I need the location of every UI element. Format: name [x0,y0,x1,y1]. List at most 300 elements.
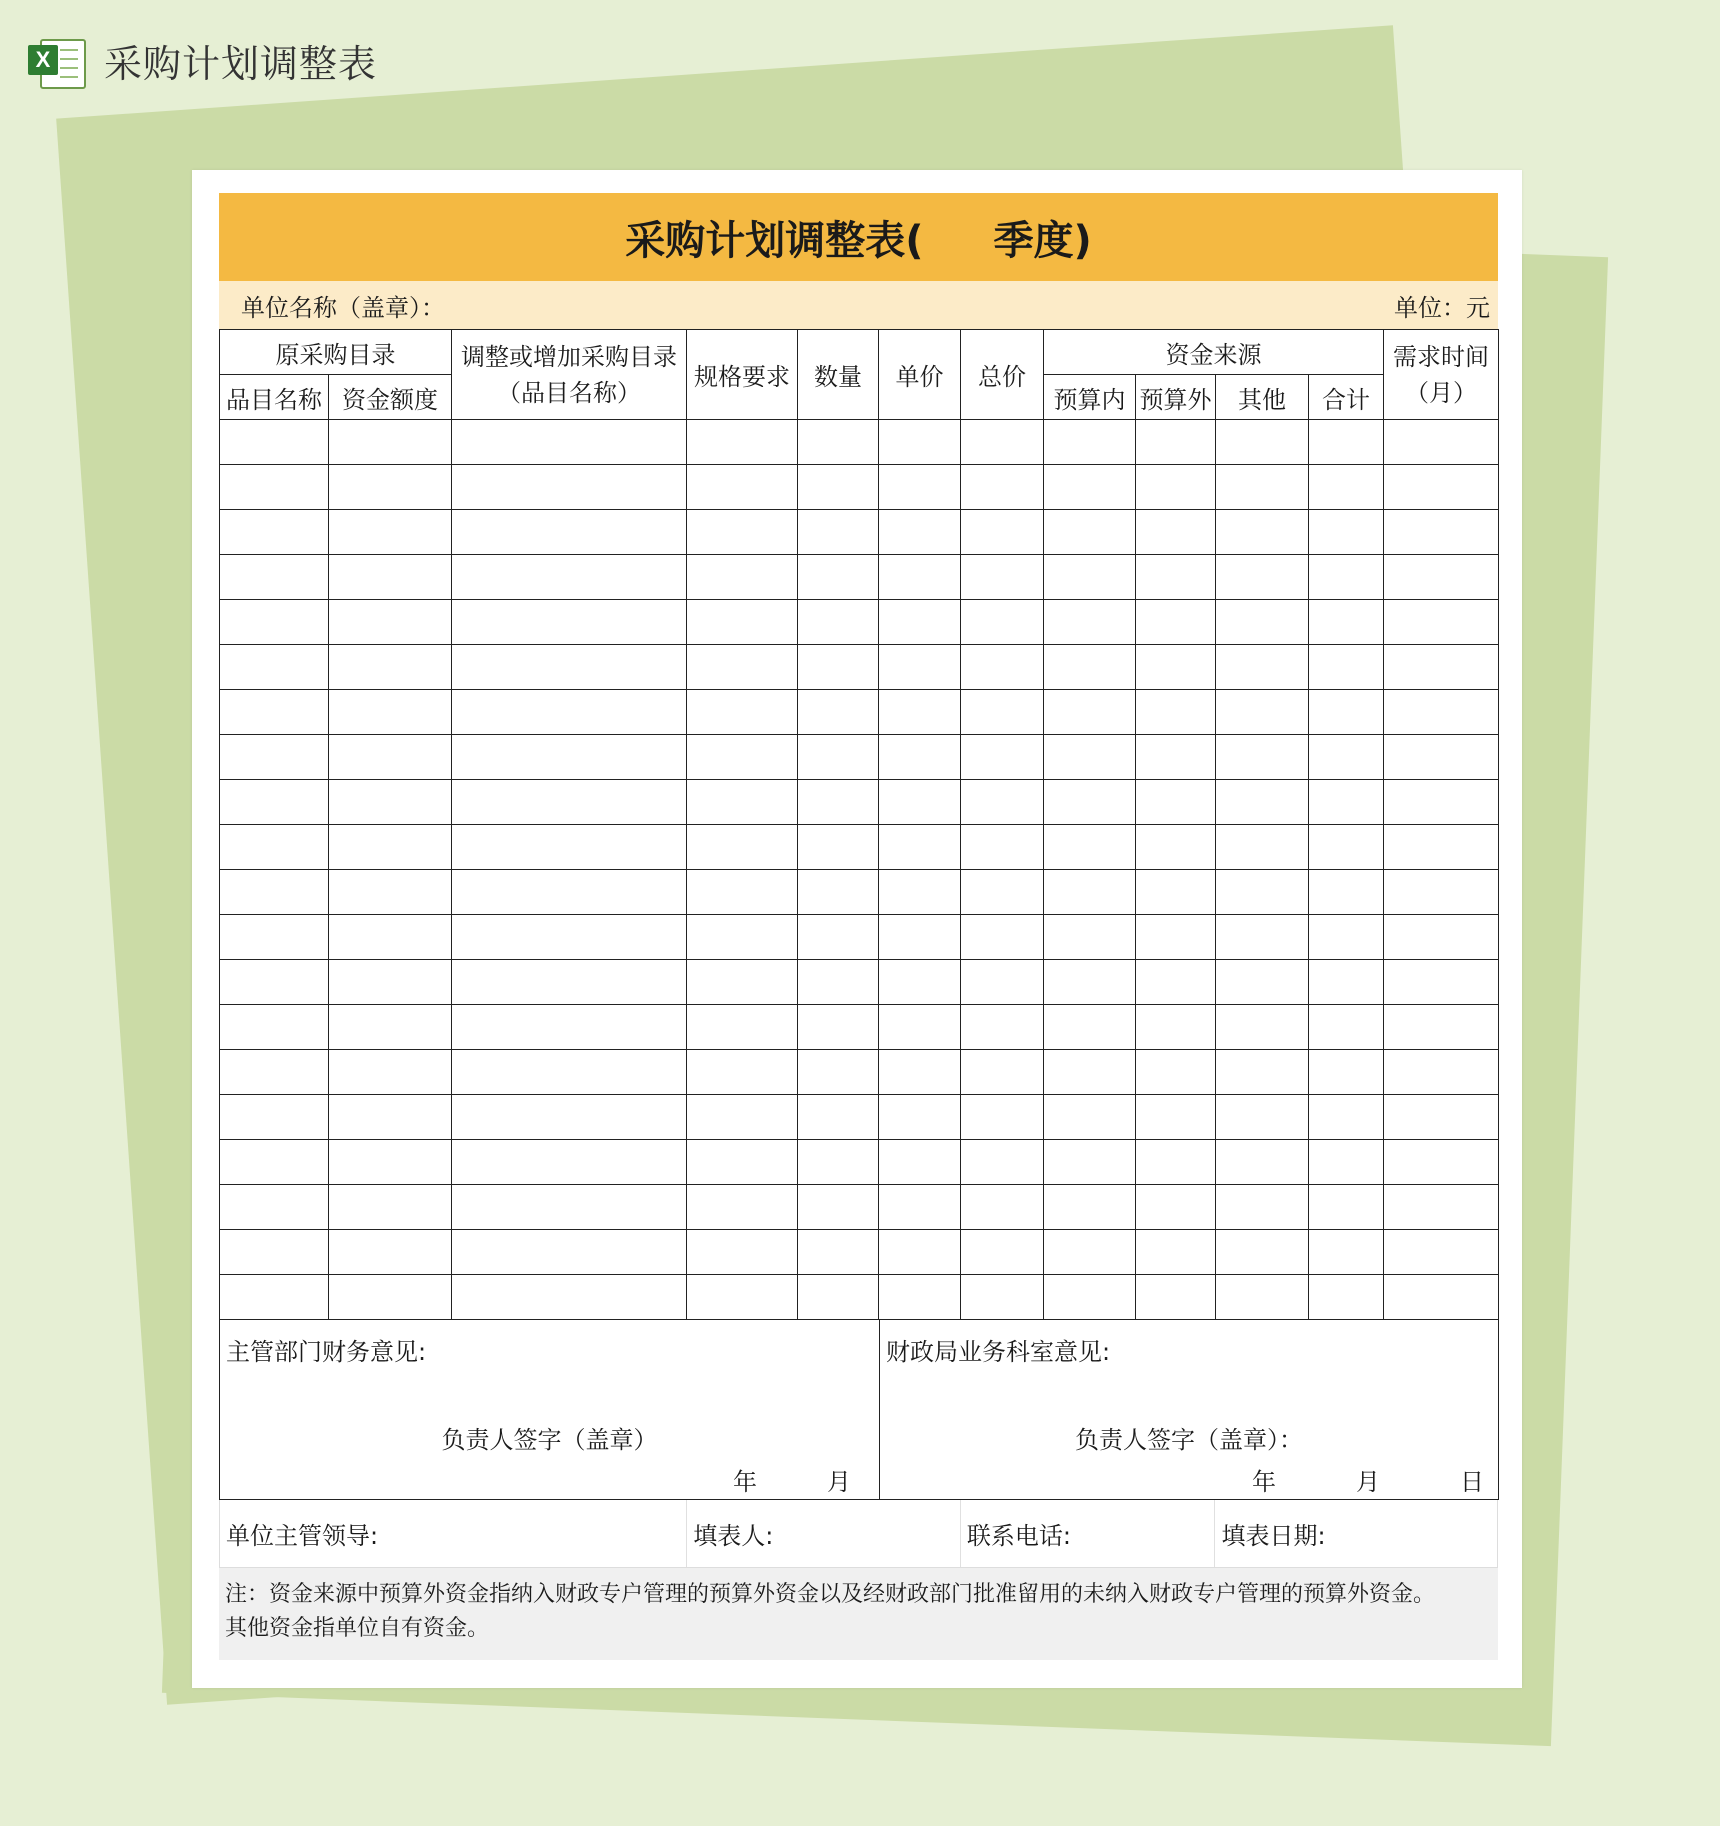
table-cell[interactable] [961,600,1044,645]
table-cell[interactable] [1136,1185,1216,1230]
table-cell[interactable] [687,1275,798,1320]
table-cell[interactable] [220,1005,329,1050]
table-cell[interactable] [1136,870,1216,915]
table-cell[interactable] [220,1095,329,1140]
table-cell[interactable] [1309,510,1384,555]
table-cell[interactable] [1136,465,1216,510]
table-row [220,645,1499,690]
table-cell[interactable] [879,870,961,915]
table-cell[interactable] [798,1095,879,1140]
table-cell[interactable] [1136,420,1216,465]
table-cell[interactable] [961,870,1044,915]
table-cell[interactable] [798,600,879,645]
table-cell[interactable] [961,1275,1044,1320]
footnote-line-2: 其他资金指单位自有资金。 [225,1616,490,1641]
header-unit-price: 单价 [879,330,961,420]
table-cell[interactable] [687,465,798,510]
table-cell[interactable] [220,645,329,690]
finance-year-label: 年 [1252,1468,1276,1496]
table-cell[interactable] [879,465,961,510]
table-row [220,555,1499,600]
table-cell[interactable] [1136,1275,1216,1320]
table-cell[interactable] [329,915,452,960]
table-cell[interactable] [1216,420,1309,465]
table-cell[interactable] [879,780,961,825]
table-cell[interactable] [1216,510,1309,555]
header-fund-source: 资金来源 [1044,330,1384,375]
table-cell[interactable] [798,1050,879,1095]
table-cell[interactable] [220,1140,329,1185]
table-cell[interactable] [687,915,798,960]
table-cell[interactable] [452,1230,687,1275]
table-cell[interactable] [1136,1050,1216,1095]
table-cell[interactable] [220,1185,329,1230]
app-title: 采购计划调整表 [104,41,378,86]
form-title [219,193,1498,281]
table-cell[interactable] [220,780,329,825]
table-cell[interactable] [1309,1230,1384,1275]
table-cell[interactable] [1044,870,1136,915]
table-cell[interactable] [1216,465,1309,510]
table-cell[interactable] [329,780,452,825]
table-cell[interactable] [879,1140,961,1185]
table-cell[interactable] [961,825,1044,870]
finance-sign-label: 负责人签字（盖章）： [1075,1426,1303,1454]
table-cell[interactable] [329,1095,452,1140]
table-cell[interactable] [1309,1140,1384,1185]
table-row [220,690,1499,735]
table-cell[interactable] [220,960,329,1005]
table-cell[interactable] [687,780,798,825]
table-cell[interactable] [220,735,329,780]
header-adjust-catalog: 调整或增加采购目录 （品目名称） [452,330,687,420]
table-cell[interactable] [329,510,452,555]
table-cell[interactable] [879,645,961,690]
table-cell[interactable] [879,1005,961,1050]
table-cell[interactable] [1044,645,1136,690]
phone-field[interactable]: 联系电话: [961,1500,1216,1567]
table-cell[interactable] [1216,870,1309,915]
table-cell[interactable] [1136,555,1216,600]
table-cell[interactable] [798,690,879,735]
table-cell[interactable] [879,420,961,465]
table-cell[interactable] [879,1050,961,1095]
table-cell[interactable] [1216,600,1309,645]
table-cell[interactable] [961,465,1044,510]
table-cell[interactable] [1309,690,1384,735]
table-cell[interactable] [329,1230,452,1275]
table-cell[interactable] [1309,555,1384,600]
header-other: 其他 [1216,375,1309,420]
table-cell[interactable] [452,735,687,780]
table-cell[interactable] [1136,1140,1216,1185]
table-cell[interactable] [1044,600,1136,645]
table-cell[interactable] [1384,1140,1499,1185]
table-cell[interactable] [1044,1095,1136,1140]
table-cell[interactable] [452,1140,687,1185]
table-cell[interactable] [1384,915,1499,960]
table-cell[interactable] [329,555,452,600]
table-cell[interactable] [879,1275,961,1320]
table-cell[interactable] [329,1185,452,1230]
table-cell[interactable] [329,645,452,690]
table-cell[interactable] [220,825,329,870]
table-cell[interactable] [1216,1140,1309,1185]
table-cell[interactable] [798,735,879,780]
table-cell[interactable] [329,465,452,510]
table-cell[interactable] [329,600,452,645]
table-cell[interactable] [1309,1185,1384,1230]
table-cell[interactable] [1309,420,1384,465]
table-cell[interactable] [687,690,798,735]
table-cell[interactable] [452,645,687,690]
table-cell[interactable] [1044,420,1136,465]
table-cell[interactable] [879,825,961,870]
table-cell[interactable] [1216,960,1309,1005]
table-cell[interactable] [220,600,329,645]
finance-opinion-cell[interactable] [880,1320,1499,1500]
footnote [219,1568,1498,1660]
table-cell[interactable] [1309,645,1384,690]
table-cell[interactable] [798,645,879,690]
table-cell[interactable] [220,1230,329,1275]
table-cell[interactable] [798,780,879,825]
table-cell[interactable] [879,1230,961,1275]
plan-table [219,329,1499,1320]
table-cell[interactable] [1044,1005,1136,1050]
table-cell[interactable] [879,1095,961,1140]
table-cell[interactable] [1136,600,1216,645]
finance-month-label: 月 [1356,1468,1380,1496]
table-cell[interactable] [1384,690,1499,735]
table-cell[interactable] [452,1185,687,1230]
table-cell[interactable] [1309,1095,1384,1140]
table-row [220,735,1499,780]
table-cell[interactable] [687,870,798,915]
table-cell[interactable] [1216,645,1309,690]
table-cell[interactable] [687,735,798,780]
table-cell[interactable] [1136,690,1216,735]
table-row [220,870,1499,915]
table-cell[interactable] [1044,510,1136,555]
table-cell[interactable] [1136,510,1216,555]
dept-sign-label: 负责人签字（盖章） [441,1426,658,1454]
table-cell[interactable] [687,600,798,645]
table-cell[interactable] [1384,960,1499,1005]
table-cell[interactable] [452,825,687,870]
table-cell[interactable] [961,420,1044,465]
table-cell[interactable] [452,870,687,915]
table-cell[interactable] [961,1005,1044,1050]
table-cell[interactable] [1216,735,1309,780]
table-cell[interactable] [329,1275,452,1320]
table-cell[interactable] [1384,1095,1499,1140]
table-cell[interactable] [329,1050,452,1095]
table-cell[interactable] [798,960,879,1005]
table-cell[interactable] [1384,735,1499,780]
table-cell[interactable] [452,1005,687,1050]
table-cell[interactable] [1309,960,1384,1005]
table-cell[interactable] [1044,465,1136,510]
table-cell[interactable] [798,870,879,915]
table-cell[interactable] [798,555,879,600]
table-cell[interactable] [1384,1230,1499,1275]
table-row [220,465,1499,510]
header-spec: 规格要求 [687,330,798,420]
table-cell[interactable] [1216,780,1309,825]
table-cell[interactable] [220,690,329,735]
table-cell[interactable] [1309,1050,1384,1095]
table-cell[interactable] [961,645,1044,690]
table-cell[interactable] [329,1140,452,1185]
table-cell[interactable] [879,1185,961,1230]
table-cell[interactable] [1384,870,1499,915]
header-subtotal: 合计 [1309,375,1384,420]
table-cell[interactable] [1309,1005,1384,1050]
table-cell[interactable] [961,735,1044,780]
table-row [220,1230,1499,1275]
table-cell[interactable] [1044,555,1136,600]
fill-date-field[interactable]: 填表日期: [1221,1522,1326,1550]
table-row [220,825,1499,870]
table-row [220,960,1499,1005]
table-cell[interactable] [798,420,879,465]
dept-month-label: 月 [827,1468,851,1496]
table-cell[interactable] [1136,1095,1216,1140]
table-cell[interactable] [798,1230,879,1275]
table-cell[interactable] [1044,1050,1136,1095]
table-cell[interactable] [961,1230,1044,1275]
table-cell[interactable] [1384,555,1499,600]
table-cell[interactable] [220,1275,329,1320]
table-cell[interactable] [329,420,452,465]
table-cell[interactable] [961,1140,1044,1185]
table-cell[interactable] [687,1095,798,1140]
table-cell[interactable] [798,1140,879,1185]
table-cell[interactable] [452,600,687,645]
header-in-budget: 预算内 [1044,375,1136,420]
table-cell[interactable] [687,645,798,690]
table-cell[interactable] [798,465,879,510]
table-cell[interactable] [687,825,798,870]
table-cell[interactable] [1384,465,1499,510]
table-cell[interactable] [1136,825,1216,870]
table-cell[interactable] [1136,960,1216,1005]
table-cell[interactable] [1136,735,1216,780]
filler-field[interactable]: 填表人: [687,1500,961,1567]
table-row [220,780,1499,825]
table-cell[interactable] [452,690,687,735]
table-cell[interactable] [452,420,687,465]
app-header [28,28,377,92]
table-cell[interactable] [879,690,961,735]
table-row [220,1185,1499,1230]
dept-opinion-cell[interactable] [220,1320,880,1500]
header-original-catalog: 原采购目录 [220,330,452,375]
table-cell[interactable] [329,690,452,735]
table-cell[interactable] [1044,960,1136,1005]
table-cell[interactable] [1044,1275,1136,1320]
table-cell[interactable] [1384,645,1499,690]
table-cell[interactable] [961,1050,1044,1095]
table-cell[interactable] [1309,915,1384,960]
table-cell[interactable] [452,1050,687,1095]
table-cell[interactable] [220,465,329,510]
table-cell[interactable] [687,510,798,555]
table-cell[interactable] [1384,510,1499,555]
table-cell[interactable] [1384,420,1499,465]
table-cell[interactable] [879,735,961,780]
table-cell[interactable] [961,960,1044,1005]
table-cell[interactable] [687,1050,798,1095]
table-cell[interactable] [687,1230,798,1275]
table-cell[interactable] [1044,780,1136,825]
table-cell[interactable] [961,555,1044,600]
table-cell[interactable] [1384,600,1499,645]
table-cell[interactable] [879,915,961,960]
table-cell[interactable] [687,1140,798,1185]
table-cell[interactable] [220,420,329,465]
table-cell[interactable] [1384,825,1499,870]
table-row [220,510,1499,555]
table-row [220,1095,1499,1140]
table-cell[interactable] [1309,465,1384,510]
header-need-time: 需求时间 （月） [1384,330,1499,420]
table-cell[interactable] [687,1005,798,1050]
table-cell[interactable] [961,690,1044,735]
table-cell[interactable] [1309,1275,1384,1320]
table-cell[interactable] [1384,1275,1499,1320]
table-cell[interactable] [1216,1275,1309,1320]
table-cell[interactable] [452,780,687,825]
table-cell[interactable] [452,465,687,510]
header-out-budget: 预算外 [1136,375,1216,420]
table-cell[interactable] [452,1275,687,1320]
table-cell[interactable] [961,1095,1044,1140]
table-row [220,600,1499,645]
table-cell[interactable] [798,915,879,960]
table-cell[interactable] [329,870,452,915]
table-cell[interactable] [452,1095,687,1140]
table-cell[interactable] [687,420,798,465]
table-cell[interactable] [329,1005,452,1050]
table-cell[interactable] [798,1275,879,1320]
table-cell[interactable] [1216,1050,1309,1095]
table-cell[interactable] [1136,780,1216,825]
table-row [220,420,1499,465]
table-cell[interactable] [1216,555,1309,600]
table-cell[interactable] [879,600,961,645]
table-cell[interactable] [220,915,329,960]
table-cell[interactable] [220,1050,329,1095]
table-cell[interactable] [1044,1140,1136,1185]
form-title-suffix: 季度) [993,217,1092,264]
table-cell[interactable] [879,555,961,600]
leader-field[interactable]: 单位主管领导: [220,1500,687,1567]
table-cell[interactable] [220,555,329,600]
excel-icon: X [28,33,84,87]
procurement-form [219,193,1498,1660]
header-item-name: 品目名称 [220,375,329,420]
table-cell[interactable] [452,510,687,555]
table-cell[interactable] [1216,825,1309,870]
unit-name-label[interactable]: 单位名称（盖章）： [241,293,445,322]
table-cell[interactable] [879,510,961,555]
table-cell[interactable] [1216,915,1309,960]
table-cell[interactable] [1384,1185,1499,1230]
table-cell[interactable] [687,960,798,1005]
table-cell[interactable] [1309,870,1384,915]
table-cell[interactable] [687,1185,798,1230]
table-cell[interactable] [1384,1050,1499,1095]
table-cell[interactable] [798,825,879,870]
table-cell[interactable] [1216,1095,1309,1140]
table-cell[interactable] [1309,735,1384,780]
table-cell[interactable] [1044,1185,1136,1230]
table-cell[interactable] [798,1005,879,1050]
table-cell[interactable] [1044,735,1136,780]
table-cell[interactable] [220,870,329,915]
table-cell[interactable] [1309,825,1384,870]
table-cell[interactable] [452,960,687,1005]
table-row [220,1275,1499,1320]
table-cell[interactable] [1044,690,1136,735]
table-cell[interactable] [1044,915,1136,960]
table-cell[interactable] [452,555,687,600]
table-cell[interactable] [961,1185,1044,1230]
header-fund-amount: 资金额度 [329,375,452,420]
table-cell[interactable] [220,510,329,555]
finance-opinion-label: 财政局业务科室意见: [886,1338,1111,1366]
table-cell[interactable] [961,780,1044,825]
footnote-line-1: 注：资金来源中预算外资金指纳入财政专户管理的预算外资金以及经财政部门批准留用的未纳入财政专户管理的预算外资金。 [225,1582,1436,1607]
table-cell[interactable] [798,1185,879,1230]
table-cell[interactable] [329,825,452,870]
table-cell[interactable] [798,510,879,555]
table-cell[interactable] [329,960,452,1005]
table-cell[interactable] [1044,1230,1136,1275]
table-cell[interactable] [1216,690,1309,735]
table-cell[interactable] [1136,1005,1216,1050]
opinion-table [219,1320,1499,1500]
table-cell[interactable] [1136,645,1216,690]
table-row [220,1005,1499,1050]
table-cell[interactable] [879,960,961,1005]
table-cell[interactable] [1216,1005,1309,1050]
unit-bar [219,281,1498,329]
table-cell[interactable] [1216,1230,1309,1275]
table-row [220,1050,1499,1095]
table-cell[interactable] [961,510,1044,555]
table-cell[interactable] [687,555,798,600]
dept-date [733,1462,851,1497]
table-cell[interactable] [1216,1185,1309,1230]
table-cell[interactable] [1309,780,1384,825]
header-total-price: 总价 [961,330,1044,420]
table-row [220,1140,1499,1185]
table-cell[interactable] [1044,825,1136,870]
currency-unit-label: 单位：元 [1394,293,1490,322]
table-cell[interactable] [1384,780,1499,825]
table-cell[interactable] [961,915,1044,960]
table-cell[interactable] [1384,1005,1499,1050]
table-cell[interactable] [329,735,452,780]
finance-date [1252,1462,1484,1497]
table-cell[interactable] [452,915,687,960]
table-cell[interactable] [1309,600,1384,645]
table-cell[interactable] [1136,915,1216,960]
table-cell[interactable] [1136,1230,1216,1275]
